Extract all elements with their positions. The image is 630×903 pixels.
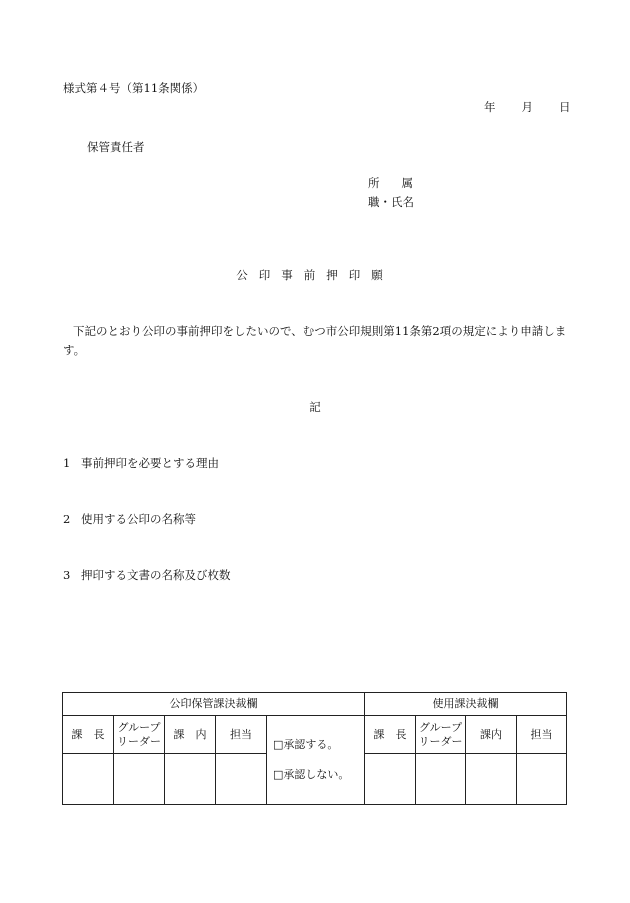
label-chief: 課 長 bbox=[365, 716, 416, 754]
label-group-leader-line1: グループ bbox=[117, 720, 161, 734]
form-number: 様式第４号（第11条関係） bbox=[63, 81, 205, 95]
label-chief: 課 長 bbox=[63, 716, 114, 754]
label-group-leader-line1: グループ bbox=[418, 720, 463, 734]
date-month: 月 bbox=[521, 100, 533, 114]
document-title: 公印事前押印願 bbox=[236, 268, 394, 282]
list-item bbox=[63, 511, 196, 527]
seal-box[interactable] bbox=[517, 754, 567, 805]
item-number: 3 bbox=[63, 568, 71, 582]
affiliation-label bbox=[368, 175, 413, 191]
item-number: 2 bbox=[63, 512, 71, 526]
addressee: 保管責任者 bbox=[87, 140, 145, 154]
label-group-leader bbox=[114, 716, 165, 754]
list-item bbox=[63, 455, 219, 471]
date-line bbox=[484, 99, 571, 115]
item-text: 押印する文書の名称及び枚数 bbox=[81, 568, 231, 582]
list-item bbox=[63, 567, 231, 583]
name-label: 職・氏名 bbox=[368, 195, 414, 209]
item-number: 1 bbox=[63, 456, 71, 470]
affiliation-label-part: 属 bbox=[401, 176, 413, 190]
label-group-leader bbox=[416, 716, 466, 754]
approval-options bbox=[267, 716, 365, 805]
seal-box[interactable] bbox=[63, 754, 114, 805]
label-person: 担当 bbox=[517, 716, 567, 754]
seal-box[interactable] bbox=[416, 754, 466, 805]
section-header-user-dept: 使用課決裁欄 bbox=[365, 693, 567, 716]
item-text: 事前押印を必要とする理由 bbox=[81, 456, 219, 470]
label-group-leader-line2: リーダー bbox=[418, 734, 463, 748]
request-body: 下記のとおり公印の事前押印をしたいので、むつ市公印規則第11条第2項の規定により申請します。 bbox=[63, 324, 567, 357]
ki-heading: 記 bbox=[309, 400, 321, 414]
item-text: 使用する公印の名称等 bbox=[81, 512, 196, 526]
seal-box[interactable] bbox=[216, 754, 267, 805]
label-staff: 課内 bbox=[466, 716, 517, 754]
label-group-leader-line2: リーダー bbox=[117, 734, 161, 748]
date-year: 年 bbox=[484, 100, 496, 114]
date-day: 日 bbox=[559, 100, 571, 114]
seal-box[interactable] bbox=[365, 754, 416, 805]
seal-box[interactable] bbox=[165, 754, 216, 805]
approval-table bbox=[62, 692, 567, 805]
label-staff: 課 内 bbox=[165, 716, 216, 754]
section-header-custodian: 公印保管課決裁欄 bbox=[63, 693, 365, 716]
affiliation-label-part: 所 bbox=[368, 176, 380, 190]
seal-box[interactable] bbox=[114, 754, 165, 805]
seal-box[interactable] bbox=[466, 754, 517, 805]
approve-option[interactable]: □承認する。 bbox=[273, 738, 339, 751]
label-person: 担当 bbox=[216, 716, 267, 754]
reject-option[interactable]: □承認しない。 bbox=[273, 768, 350, 781]
